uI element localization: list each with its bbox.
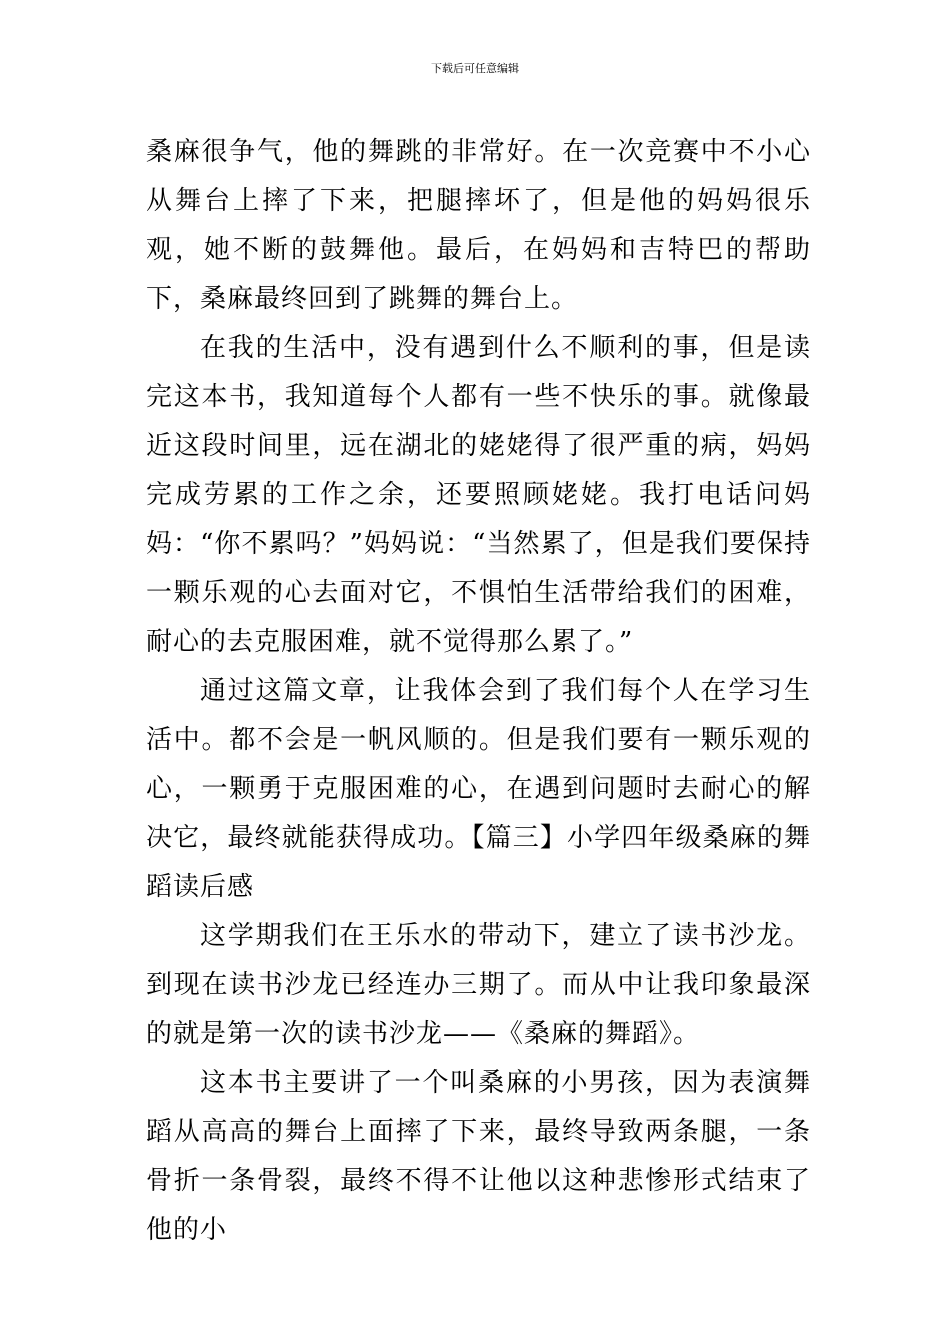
paragraph-2: 在我的生活中，没有遇到什么不顺利的事，但是读完这本书，我知道每个人都有一些不快乐的事。就像最近这段时间里，远在湖北的姥姥得了很严重的病，妈妈完成劳累的工作之余，还要照顾姥姥。我打电话问妈妈：“你不累吗？”妈妈说：“当然累了，但是我们要保持一颗乐观的心去面对它，不惧怕生活带给我们的困难，耐心的去克服困难，就不觉得那么累了。”	[146, 333, 811, 657]
paragraph-3: 通过这篇文章，让我体会到了我们每个人在学习生活中。都不会是一帆风顺的。但是我们要有一颗乐观的心，一颗勇于克服困难的心，在遇到问题时去耐心的解决它，最终就能获得成功。【篇三】小学四年级桑麻的舞蹈读后感	[146, 676, 811, 902]
paragraph-5: 这本书主要讲了一个叫桑麻的小男孩，因为表演舞蹈从高高的舞台上面摔了下来，最终导致两条腿，一条骨折一条骨裂，最终不得不让他以这种悲惨形式结束了他的小	[146, 1068, 811, 1245]
paragraph-1: 桑麻很争气，他的舞跳的非常好。在一次竞赛中不小心从舞台上摔了下来，把腿摔坏了，但是他的妈妈很乐观，她不断的鼓舞他。最后，在妈妈和吉特巴的帮助下，桑麻最终回到了跳舞的舞台上。	[146, 137, 811, 314]
page-header: 下载后可任意编辑	[431, 62, 519, 75]
paragraph-4: 这学期我们在王乐水的带动下，建立了读书沙龙。到现在读书沙龙已经连办三期了。而从中让我印象最深的就是第一次的读书沙龙——《桑麻的舞蹈》。	[146, 921, 811, 1049]
document-body	[146, 128, 811, 1255]
